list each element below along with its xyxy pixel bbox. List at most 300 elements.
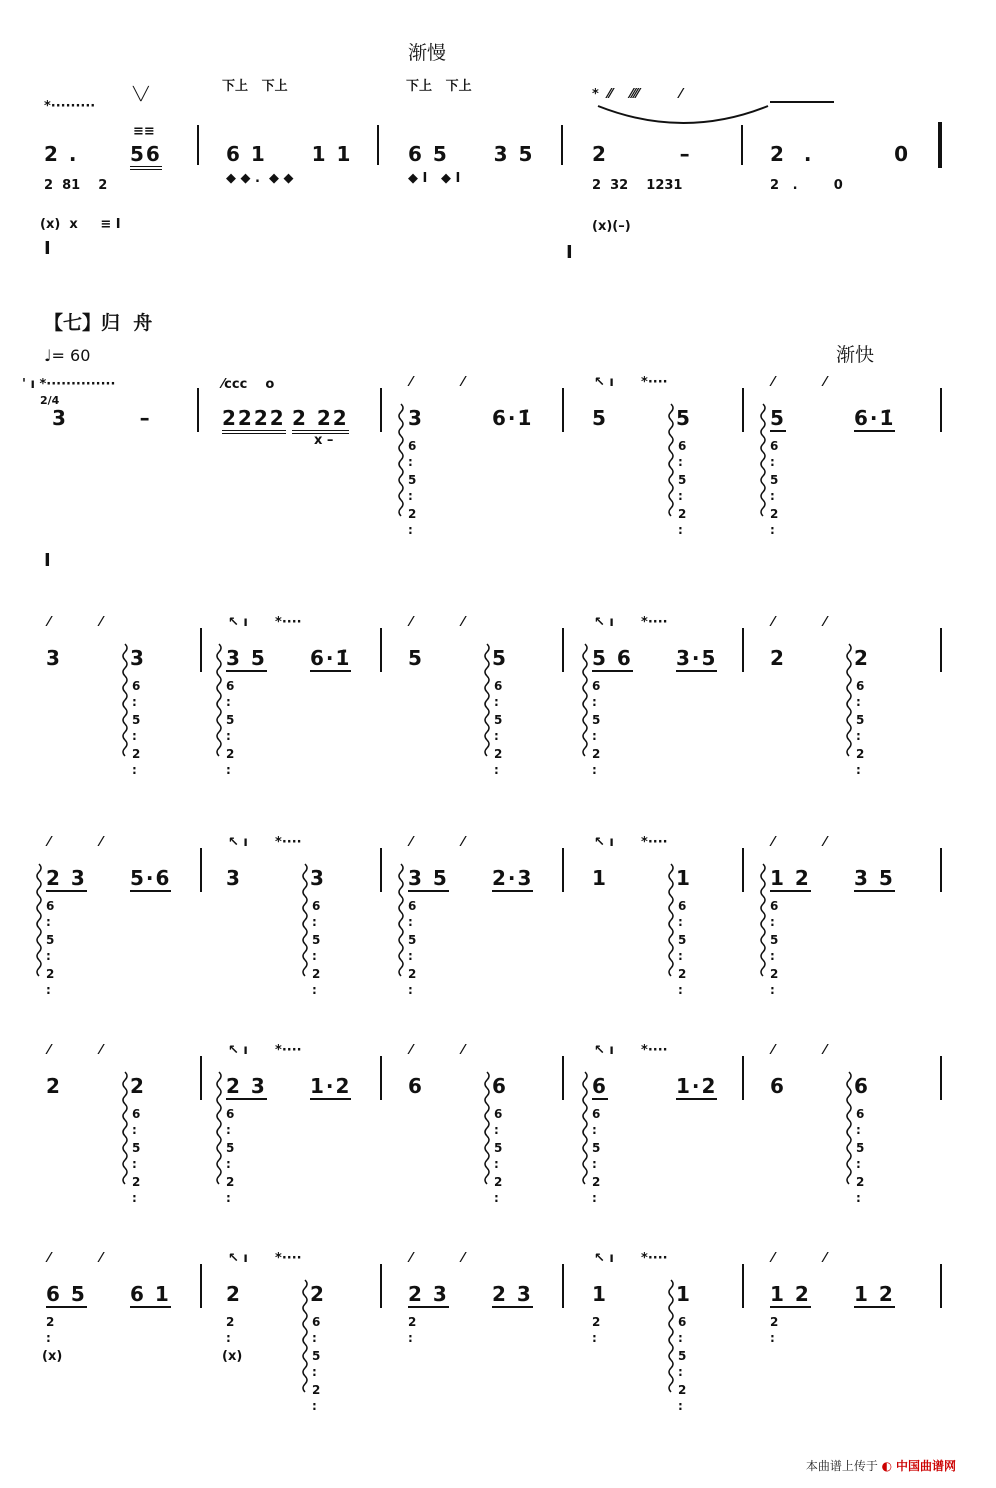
chord-note: 5 — [678, 933, 687, 947]
chord-note: 5 — [592, 713, 601, 727]
note-group: 6 — [592, 1074, 608, 1098]
chord-note: 2 — [226, 747, 235, 761]
chord-dot: : — [494, 695, 499, 709]
lower-notes: 2 — [770, 1315, 779, 1329]
note-group: 3 — [226, 866, 242, 890]
chord-dot: : — [226, 1157, 231, 1171]
chord-dot: : — [856, 1157, 861, 1171]
arpeggio-line — [482, 642, 492, 762]
note-group: 6 5 3 5 — [408, 142, 535, 166]
chord-note: 5 — [312, 933, 321, 947]
chord-note: 6 — [408, 899, 417, 913]
note-group: 6 5 — [46, 1282, 87, 1306]
note-group: 2 – — [592, 142, 692, 166]
tempo-marking-slow: 渐慢 — [408, 42, 447, 64]
chord-dot: : — [494, 729, 499, 743]
chord-note: 2 — [132, 1175, 141, 1189]
chord-dot: : — [408, 1331, 413, 1345]
chord-dot: : — [494, 763, 499, 777]
chord-dot: : — [408, 915, 413, 929]
chord-note: 2 — [312, 1383, 321, 1397]
note-group: 2 — [770, 646, 786, 670]
technique-marks: ⁄ ⁄ — [772, 375, 827, 390]
chord-dot: : — [226, 1191, 231, 1205]
barline — [940, 628, 942, 672]
arpeggio-path — [123, 1072, 127, 1184]
note-group: 3 5 — [854, 866, 895, 890]
chord-note: 2 — [494, 747, 503, 761]
note-group: 2 — [854, 646, 870, 670]
arpeggio-line — [214, 1070, 224, 1190]
chord-note: 6 — [592, 1107, 601, 1121]
chord-dot: : — [856, 729, 861, 743]
arpeggio-path — [669, 1280, 673, 1392]
note-group: 6 1 — [130, 1282, 171, 1306]
arpeggio-path — [37, 864, 41, 976]
chord-note: 2 — [678, 967, 687, 981]
arpeggio-path — [669, 864, 673, 976]
note-group: 2 22 — [292, 408, 349, 434]
note-group: 2 3 — [226, 1074, 267, 1098]
arpeggio-path — [123, 644, 127, 756]
fingering-mark: I — [44, 238, 53, 259]
lower-notes: 2 — [592, 1315, 601, 1329]
barline — [200, 1264, 202, 1308]
technique-marks: ⁄ ⁄ — [48, 1251, 103, 1266]
chord-dot: : — [592, 1191, 597, 1205]
hold-line — [770, 101, 834, 103]
lower-notes: 2 . 0 — [770, 178, 843, 193]
chord-dot: : — [592, 1123, 597, 1137]
chord-note: 6 — [678, 439, 687, 453]
fingering: (x)(–) — [592, 219, 631, 234]
arpeggio-path — [761, 404, 765, 516]
arpeggio-path — [303, 864, 307, 976]
note-group: 3 – — [52, 406, 152, 430]
barline — [380, 388, 382, 432]
chord-note: 2 — [592, 1175, 601, 1189]
chord-dot: : — [408, 489, 413, 503]
chord-note: 6 — [408, 439, 417, 453]
chord-dot: : — [592, 763, 597, 777]
arpeggio-path — [761, 864, 765, 976]
arpeggio-line — [34, 862, 44, 982]
barline — [742, 628, 744, 672]
note-group: 6 1 1 1 — [226, 142, 353, 166]
barline — [742, 388, 744, 432]
chord-note: 6 — [226, 1107, 235, 1121]
note-group: 2 3 — [46, 866, 87, 890]
barline — [197, 388, 199, 432]
chord-dot: : — [770, 915, 775, 929]
chord-note: 2 — [856, 1175, 865, 1189]
chord-note: 5 — [494, 713, 503, 727]
chord-dot: : — [46, 949, 51, 963]
chord-dot: : — [494, 1123, 499, 1137]
chord-dot: : — [132, 1191, 137, 1205]
chord-dot: : — [856, 695, 861, 709]
chord-dot: : — [226, 729, 231, 743]
chord-dot: : — [132, 763, 137, 777]
chord-note: 5 — [226, 1141, 235, 1155]
ornament-line: ' ı *·············· — [22, 377, 116, 392]
note-group: 2 — [310, 1282, 326, 1306]
chord-dot: : — [408, 523, 413, 537]
technique-marks: ⁄ ⁄ — [410, 375, 465, 390]
chord-note: 6 — [770, 899, 779, 913]
chord-note: 2 — [770, 967, 779, 981]
chord-dot: : — [592, 729, 597, 743]
technique-marks: ⁄ ⁄ — [48, 835, 103, 850]
chord-dot: : — [592, 1331, 597, 1345]
barline — [741, 125, 743, 165]
arpeggio-line — [844, 642, 854, 762]
technique-marks: ↖ ı *···· — [228, 615, 302, 630]
note-group: 1 2 — [854, 1282, 895, 1306]
ornament-mark: ╲╱ — [133, 87, 149, 102]
barline — [197, 125, 199, 165]
technique-marks: ⁄ ⁄ — [772, 1251, 827, 1266]
tempo: ♩= 60 — [44, 346, 91, 365]
note-group: 2 3 — [408, 1282, 449, 1306]
chord-dot: : — [312, 915, 317, 929]
fingering-mark: I — [566, 242, 575, 263]
chord-note: 6 — [312, 1315, 321, 1329]
chord-dot: : — [770, 1331, 775, 1345]
chord-dot: : — [770, 523, 775, 537]
chord-note: 2 — [494, 1175, 503, 1189]
chord-dot: : — [408, 455, 413, 469]
note-group: 2222 — [222, 408, 286, 434]
note-group: 1 — [676, 866, 692, 890]
chord-dot: : — [678, 915, 683, 929]
note-group: 3·5 — [676, 646, 718, 670]
chord-note: 5 — [132, 713, 141, 727]
barline — [562, 628, 564, 672]
tremolo-marks: * ⁄⁄ ⁄⁄⁄⁄ ⁄ — [592, 87, 682, 102]
note-group: 1 2 — [770, 866, 811, 890]
slur — [596, 100, 772, 128]
chord-dot: : — [678, 983, 683, 997]
arpeggio-line — [482, 1070, 492, 1190]
chord-note: 6 — [226, 679, 235, 693]
chord-note: 5 — [312, 1349, 321, 1363]
technique-marks: ⁄ ⁄ — [410, 1251, 465, 1266]
chord-note: 5 — [770, 933, 779, 947]
chord-note: 6 — [856, 679, 865, 693]
chord-dot: : — [770, 455, 775, 469]
technique-marks: 下上 下上 — [406, 79, 472, 94]
note-group: 5 — [408, 646, 424, 670]
barline — [940, 388, 942, 432]
note-group: 2 — [226, 1282, 242, 1306]
technique-marks: ↖ ı *···· — [228, 1043, 302, 1058]
note-group: 6·1̇ — [310, 646, 352, 670]
site-logo: ◐ — [881, 1459, 893, 1473]
fingering: x – — [314, 433, 334, 448]
chord-dot: : — [312, 1331, 317, 1345]
technique-marks: ⁄ ⁄ — [410, 835, 465, 850]
chord-note: 5 — [46, 933, 55, 947]
technique-marks: ⁄ccc o — [222, 377, 275, 392]
chord-note: 6 — [132, 1107, 141, 1121]
arpeggio-path — [847, 1072, 851, 1184]
chord-note: 6 — [856, 1107, 865, 1121]
technique-marks: ⁄ ⁄ — [772, 835, 827, 850]
chord-note: 5 — [856, 1141, 865, 1155]
chord-dot: : — [678, 1331, 683, 1345]
note-group: 6 — [854, 1074, 870, 1098]
barline — [940, 1056, 942, 1100]
technique-marks: ↖ ı *···· — [228, 1251, 302, 1266]
arpeggio-path — [399, 404, 403, 516]
technique-marks: ↖ ı *···· — [594, 835, 668, 850]
ornament-symbol: ≡≡ — [133, 124, 155, 139]
chord-note: 5 — [226, 713, 235, 727]
chord-note: 5 — [494, 1141, 503, 1155]
final-barline — [938, 122, 942, 168]
chord-dot: : — [494, 1191, 499, 1205]
chord-dot: : — [678, 455, 683, 469]
chord-note: 5 — [408, 933, 417, 947]
note-group: 2 . — [44, 142, 79, 166]
arpeggio-line — [120, 642, 130, 762]
technique-marks: ↖ ı *···· — [594, 375, 668, 390]
chord-dot: : — [226, 695, 231, 709]
arpeggio-line — [758, 862, 768, 982]
chord-note: 2 — [226, 1175, 235, 1189]
note-group: 6·1̇ — [854, 406, 896, 430]
arpeggio-line — [844, 1070, 854, 1190]
footer-site: 中国曲谱网 — [895, 1459, 956, 1473]
chord-dot: : — [592, 695, 597, 709]
barline — [380, 1056, 382, 1100]
barline — [380, 1264, 382, 1308]
chord-dot: : — [856, 1123, 861, 1137]
chord-note: 5 — [132, 1141, 141, 1155]
lower-notes: 2 — [46, 1315, 55, 1329]
chord-note: 5 — [856, 713, 865, 727]
chord-dot: : — [678, 1365, 683, 1379]
chord-dot: : — [856, 763, 861, 777]
note-group: 1 2 — [770, 1282, 811, 1306]
arpeggio-path — [669, 404, 673, 516]
barline — [742, 1264, 744, 1308]
chord-note: 5 — [678, 1349, 687, 1363]
barline — [562, 848, 564, 892]
note-group: 1 — [676, 1282, 692, 1306]
chord-dot: : — [312, 1365, 317, 1379]
chord-dot: : — [226, 1123, 231, 1137]
chord-dot: : — [678, 1399, 683, 1413]
arpeggio-line — [666, 862, 676, 982]
lower-notes: 2 — [408, 1315, 417, 1329]
arpeggio-line — [666, 402, 676, 522]
chord-note: 5 — [770, 473, 779, 487]
barline — [742, 1056, 744, 1100]
note-group: 5 — [770, 406, 786, 430]
barline — [377, 125, 379, 165]
note-group: 3 5 — [408, 866, 449, 890]
note-group: 3 — [310, 866, 326, 890]
note-group: 2 — [130, 1074, 146, 1098]
chord-dot: : — [408, 983, 413, 997]
technique-marks: ⁄ ⁄ — [772, 615, 827, 630]
chord-note: 5 — [408, 473, 417, 487]
note-group: 2·3 — [492, 866, 534, 890]
barline — [562, 388, 564, 432]
arpeggio-path — [399, 864, 403, 976]
fingering-mark: I — [44, 550, 53, 571]
chord-dot: : — [408, 949, 413, 963]
lower-notes: 2 32 1231 — [592, 178, 683, 193]
barline — [200, 848, 202, 892]
note-group: 5 — [592, 406, 608, 430]
technique-marks: ⁄ ⁄ — [48, 1043, 103, 1058]
note-group: 3 — [130, 646, 146, 670]
barline — [561, 125, 563, 165]
chord-note: 2 — [132, 747, 141, 761]
tempo-marking-fast: 渐快 — [836, 344, 875, 366]
note-group: 56 — [130, 144, 162, 170]
note-group: 5·6 — [130, 866, 172, 890]
chord-dot: : — [312, 983, 317, 997]
ornament-line: *········· — [44, 99, 96, 114]
arpeggio-line — [300, 1278, 310, 1398]
chord-dot: : — [132, 729, 137, 743]
time-signature: 2/4 — [40, 394, 60, 407]
note-group: 5 6 — [592, 646, 633, 670]
section-title: 【七】归 舟 — [44, 312, 153, 334]
barline — [940, 1264, 942, 1308]
chord-note: 2 — [856, 747, 865, 761]
chord-dot: : — [770, 489, 775, 503]
arpeggio-path — [583, 644, 587, 756]
arpeggio-path — [847, 644, 851, 756]
chord-dot: : — [770, 949, 775, 963]
barline — [200, 628, 202, 672]
arpeggio-path — [485, 644, 489, 756]
chord-note: 6 — [46, 899, 55, 913]
chord-dot: : — [226, 763, 231, 777]
fingering: (x) x ≡ I — [40, 217, 121, 232]
note-group: 6·1̇ — [492, 406, 534, 430]
note-group: 1·2 — [310, 1074, 352, 1098]
chord-dot: : — [46, 1331, 51, 1345]
note-group: 3 — [408, 406, 424, 430]
chord-dot: : — [678, 489, 683, 503]
arpeggio-line — [120, 1070, 130, 1190]
chord-note: 2 — [770, 507, 779, 521]
note-group: 3 — [46, 646, 62, 670]
chord-note: 6 — [494, 679, 503, 693]
technique-marks: ↖ ı *···· — [594, 1251, 668, 1266]
arpeggio-path — [217, 1072, 221, 1184]
note-group: 5 — [676, 406, 692, 430]
note-group: 2 3 — [492, 1282, 533, 1306]
arpeggio-line — [580, 1070, 590, 1190]
technique-marks: ↖ ı *···· — [228, 835, 302, 850]
note-group: 1·2 — [676, 1074, 718, 1098]
chord-note: 6 — [312, 899, 321, 913]
chord-dot: : — [770, 983, 775, 997]
fingering: (x) — [222, 1349, 243, 1364]
lower-notes: 2 — [226, 1315, 235, 1329]
arpeggio-line — [580, 642, 590, 762]
chord-dot: : — [132, 1157, 137, 1171]
note-group: 2 — [46, 1074, 62, 1098]
dots: ◆ ◆ . ◆ ◆ — [226, 171, 294, 186]
arpeggio-line — [758, 402, 768, 522]
note-group: 2 . 0 — [770, 142, 911, 166]
technique-marks: 下上 下上 — [222, 79, 288, 94]
chord-note: 2 — [408, 967, 417, 981]
technique-marks: ⁄ ⁄ — [772, 1043, 827, 1058]
arpeggio-line — [396, 862, 406, 982]
chord-dot: : — [46, 915, 51, 929]
chord-note: 2 — [312, 967, 321, 981]
chord-note: 2 — [46, 967, 55, 981]
chord-note: 2 — [678, 1383, 687, 1397]
chord-note: 6 — [678, 1315, 687, 1329]
technique-marks: ⁄ ⁄ — [410, 615, 465, 630]
arpeggio-path — [485, 1072, 489, 1184]
arpeggio-line — [666, 1278, 676, 1398]
barline — [562, 1056, 564, 1100]
chord-note: 5 — [678, 473, 687, 487]
technique-marks: ⁄ ⁄ — [48, 615, 103, 630]
arpeggio-line — [214, 642, 224, 762]
chord-note: 6 — [592, 679, 601, 693]
fingering: (x) — [42, 1349, 63, 1364]
chord-dot: : — [592, 1157, 597, 1171]
chord-dot: : — [856, 1191, 861, 1205]
arpeggio-line — [300, 862, 310, 982]
footer-prefix: 本曲谱上传于 — [805, 1459, 878, 1473]
barline — [380, 628, 382, 672]
note-group: 3 5 — [226, 646, 267, 670]
chord-dot: : — [312, 1399, 317, 1413]
chord-dot: : — [132, 1123, 137, 1137]
chord-dot: : — [312, 949, 317, 963]
technique-marks: ↖ ı *···· — [594, 1043, 668, 1058]
chord-note: 2 — [408, 507, 417, 521]
note-group: 6 — [770, 1074, 786, 1098]
barline — [940, 848, 942, 892]
chord-note: 5 — [592, 1141, 601, 1155]
arpeggio-path — [217, 644, 221, 756]
lower-notes: 2 81 2 — [44, 178, 108, 193]
dots: ◆ I ◆ I — [408, 171, 461, 186]
barline — [742, 848, 744, 892]
chord-note: 2 — [678, 507, 687, 521]
barline — [562, 1264, 564, 1308]
chord-dot: : — [132, 695, 137, 709]
chord-note: 2 — [592, 747, 601, 761]
arpeggio-path — [303, 1280, 307, 1392]
chord-dot: : — [46, 983, 51, 997]
technique-marks: ↖ ı *···· — [594, 615, 668, 630]
note-group: 1 — [592, 866, 608, 890]
chord-note: 6 — [678, 899, 687, 913]
note-group: 6 — [408, 1074, 424, 1098]
chord-note: 6 — [770, 439, 779, 453]
barline — [200, 1056, 202, 1100]
chord-dot: : — [226, 1331, 231, 1345]
chord-note: 6 — [494, 1107, 503, 1121]
chord-note: 6 — [132, 679, 141, 693]
arpeggio-line — [396, 402, 406, 522]
